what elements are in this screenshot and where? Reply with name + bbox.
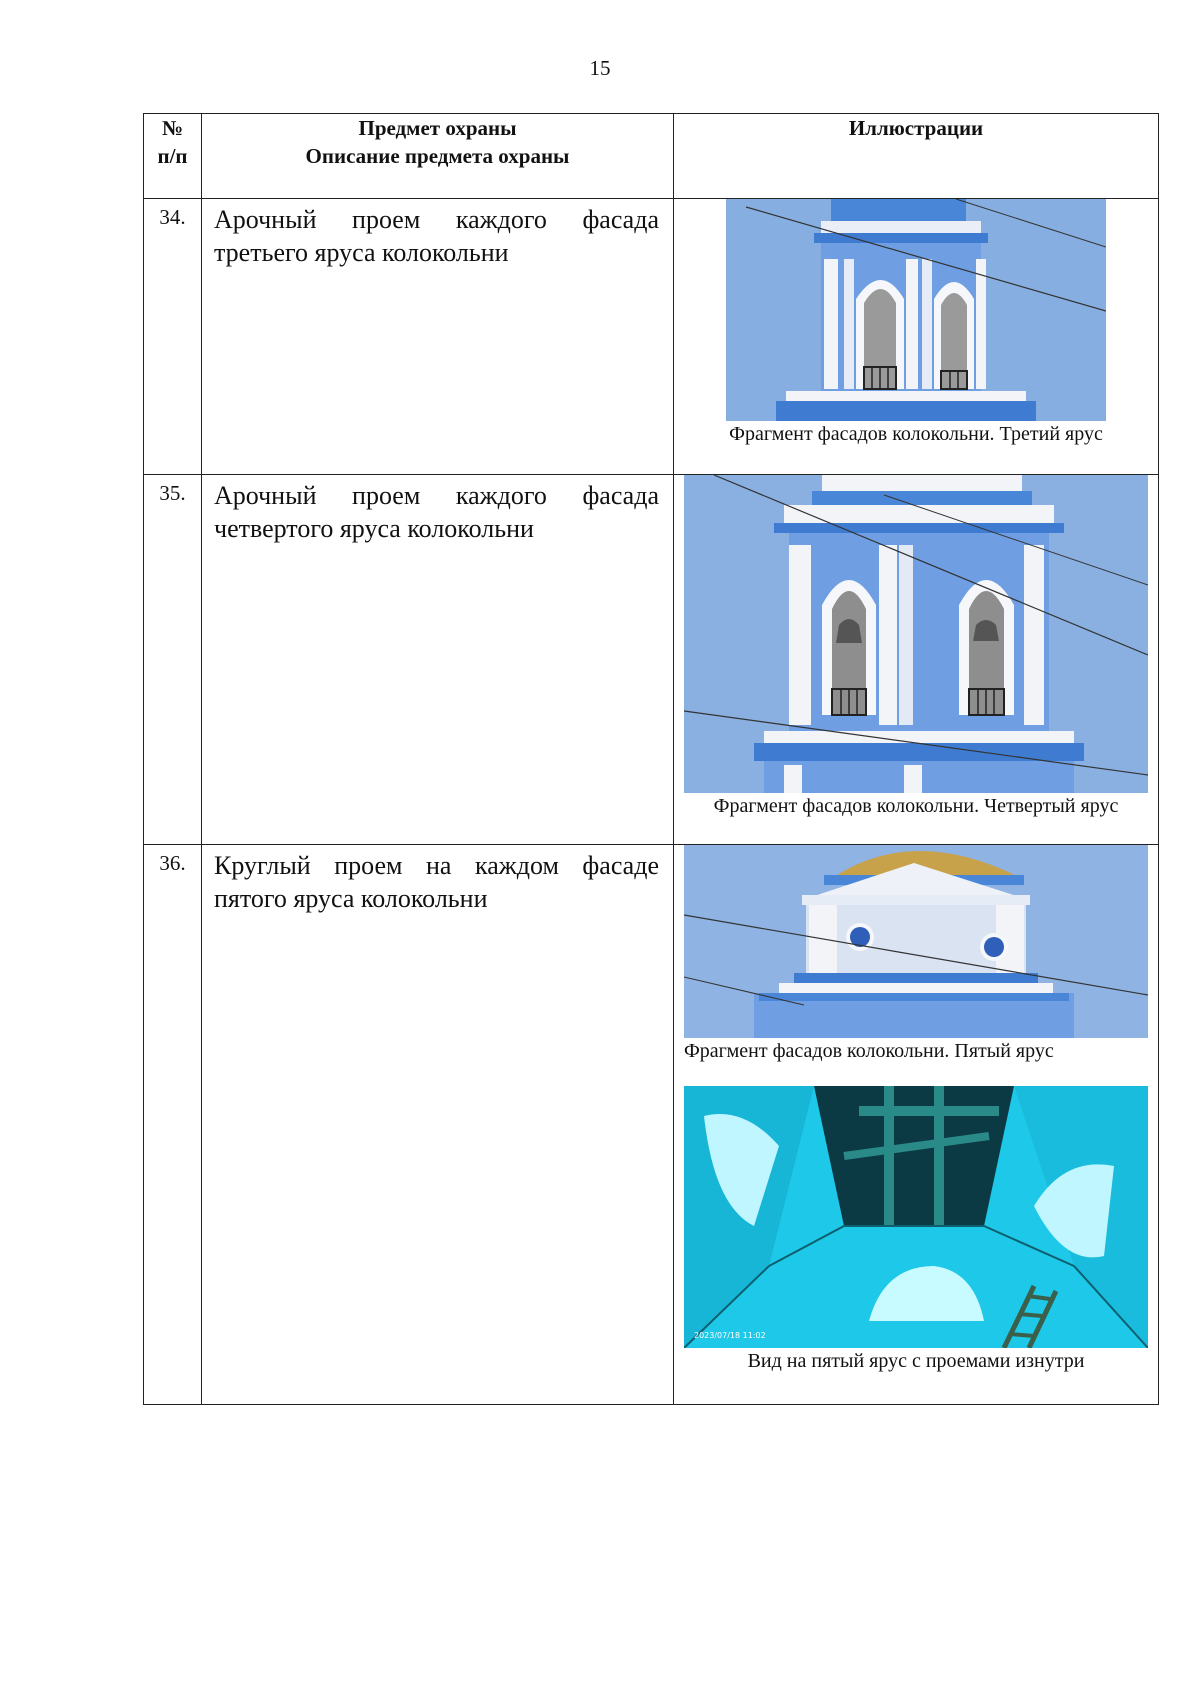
header-number-line1: № (161, 116, 184, 140)
row-description: Арочный проем каждого фасада четвертого яруса колокольни (202, 475, 674, 845)
table-header-row (144, 114, 1159, 199)
row-illustrations (674, 475, 1159, 845)
header-number (144, 114, 202, 199)
photo-belltower-tier4 (684, 475, 1148, 793)
photo-caption: Фрагмент фасадов колокольни. Пятый ярус (684, 1040, 1054, 1062)
row-description: Круглый проем на каждом фасаде пятого яруса колокольни (202, 845, 674, 1405)
header-subject-line2: Описание предмета охраны (305, 144, 570, 168)
row-number: 34. (144, 199, 202, 475)
row-illustrations (674, 845, 1159, 1405)
row-number: 36. (144, 845, 202, 1405)
photo-timestamp: 2023/07/18 11:02 (694, 1331, 766, 1340)
page-number: 15 (589, 56, 611, 80)
table-row (144, 475, 1159, 845)
photo-caption: Вид на пятый ярус с проемами изнутри (747, 1350, 1085, 1372)
table-row (144, 199, 1159, 475)
photo-belltower-tier3 (726, 199, 1106, 421)
row-description: Арочный проем каждого фасада третьего яруса колокольни (202, 199, 674, 475)
photo-caption: Фрагмент фасадов колокольни. Третий ярус (729, 423, 1103, 445)
row-illustrations (674, 199, 1159, 475)
header-illustrations: Иллюстрации (674, 114, 1159, 199)
photo-caption: Фрагмент фасадов колокольни. Четвертый ярус (713, 795, 1119, 817)
photo-belltower-tier5 (684, 845, 1148, 1038)
table-row (144, 845, 1159, 1405)
photo-tier5-interior (684, 1086, 1148, 1348)
header-subject (202, 114, 674, 199)
header-subject-line1: Предмет охраны (358, 116, 517, 140)
protection-table (143, 113, 1159, 1405)
header-number-line2: п/п (157, 144, 188, 168)
row-number: 35. (144, 475, 202, 845)
